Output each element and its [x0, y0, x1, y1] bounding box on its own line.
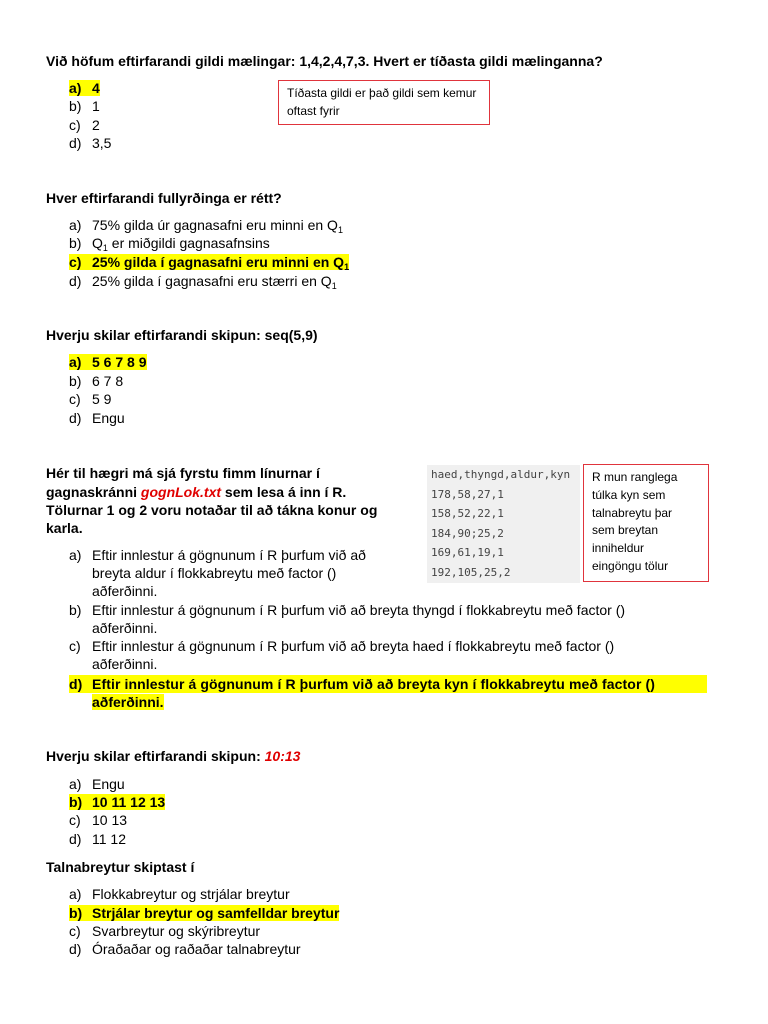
q6-option-a[interactable]: a) Flokkabreytur og strjálar breytur	[69, 886, 290, 902]
q3-option-c[interactable]: c) 5 9	[69, 391, 112, 407]
q1-option-d[interactable]: d) 3,5	[69, 135, 112, 151]
question-4-line-4: karla.	[46, 520, 83, 536]
q4-annotation-note: R mun ranglega túlka kyn sem talnabreytu þar sem breytan inniheldur eingöngu tölur	[583, 464, 709, 582]
q6-option-c[interactable]: c) Svarbreytur og skýribreytur	[69, 923, 261, 939]
q4-option-a[interactable]: a) Eftir innlestur á gögnunum í R þurfum við að breyta aldur í flokkabreytu með factor () aðferðinni.	[69, 547, 366, 599]
q5-option-d[interactable]: d) 11 12	[69, 831, 126, 847]
q2-option-b[interactable]: b) $Q_1$ er miðgildi gagnasafnsins	[69, 235, 270, 253]
code-line: 184,90;25,2	[431, 526, 504, 540]
q2-option-c[interactable]: c) 25% gilda í gagnasafni eru minni en $Q_1$	[69, 254, 350, 272]
question-5-text: Hverju skilar eftirfarandi skipun: 10:13	[46, 748, 301, 764]
data-file-preview	[427, 465, 580, 583]
q2-option-a[interactable]: a) 75% gilda úr gagnasafni eru minni en $Q_1$	[69, 217, 343, 235]
code-line: 192,105,25,2	[431, 565, 511, 579]
question-2-text: Hver eftirfarandi fullyrðinga er rétt?	[46, 190, 282, 206]
question-4-line-3: Tölurnar 1 og 2 voru notaðar til að tákna konur og	[46, 502, 378, 518]
q1-option-a[interactable]: a) 4	[69, 80, 100, 96]
q1-option-b[interactable]: b) 1	[69, 98, 100, 114]
question-6-text: Talnabreytur skiptast í	[46, 859, 195, 875]
question-1-text: Við höfum eftirfarandi gildi mælingar: 1,4,2,4,7,3. Hvert er tíðasta gildi mælinganna?	[46, 53, 603, 69]
q5-option-b[interactable]: b) 10 11 12 13	[69, 794, 166, 810]
q6-option-d[interactable]: d) Óraðaðar og raðaðar talnabreytur	[69, 941, 301, 957]
question-3-text: Hverju skilar eftirfarandi skipun: seq(5,9)	[46, 327, 318, 343]
code-line: 178,58,27,1	[431, 487, 504, 501]
q3-option-d[interactable]: d) Engu	[69, 410, 125, 426]
code-line: 158,52,22,1	[431, 507, 504, 520]
q3-option-b[interactable]: b) 6 7 8	[69, 373, 124, 389]
q6-option-b[interactable]: b) Strjálar breytur og samfelldar breytur	[69, 905, 340, 921]
q4-option-c[interactable]: c) Eftir innlestur á gögnunum í R þurfum við að breyta haed í flokkabreytu með factor () aðferðinni.	[69, 638, 615, 672]
q3-option-a[interactable]: a) 5 6 7 8 9	[69, 354, 147, 370]
q4-option-d[interactable]: d) Eftir innlestur á gögnunum í R þurfum við að breyta kyn í flokkabreytu með factor () aðferðinni.	[69, 675, 707, 711]
filename: gognLok.txt	[140, 484, 222, 500]
code-line: 169,61,19,1	[431, 546, 504, 559]
q1-annotation-note: Tíðasta gildi er það gildi sem kemur oftast fyrir	[278, 80, 490, 125]
q5-option-c[interactable]: c) 10 13	[69, 812, 128, 828]
code-line: haed,thyngd,aldur,kyn	[431, 468, 571, 481]
q4-option-b[interactable]: b) Eftir innlestur á gögnunum í R þurfum við að breyta thyngd í flokkabreytu með factor () aðferðinni.	[69, 602, 626, 636]
q1-option-c[interactable]: c) 2	[69, 117, 100, 133]
question-4-line-1: Hér til hægri má sjá fyrstu fimm línurnar í	[46, 465, 320, 481]
command-text: 10:13	[264, 748, 301, 764]
q5-option-a[interactable]: a) Engu	[69, 776, 125, 792]
question-4-line-2: gagnaskránni gognLok.txt sem lesa á inn í R.	[46, 484, 347, 500]
q2-option-d[interactable]: d) 25% gilda í gagnasafni eru stærri en $Q_1$	[69, 273, 337, 291]
